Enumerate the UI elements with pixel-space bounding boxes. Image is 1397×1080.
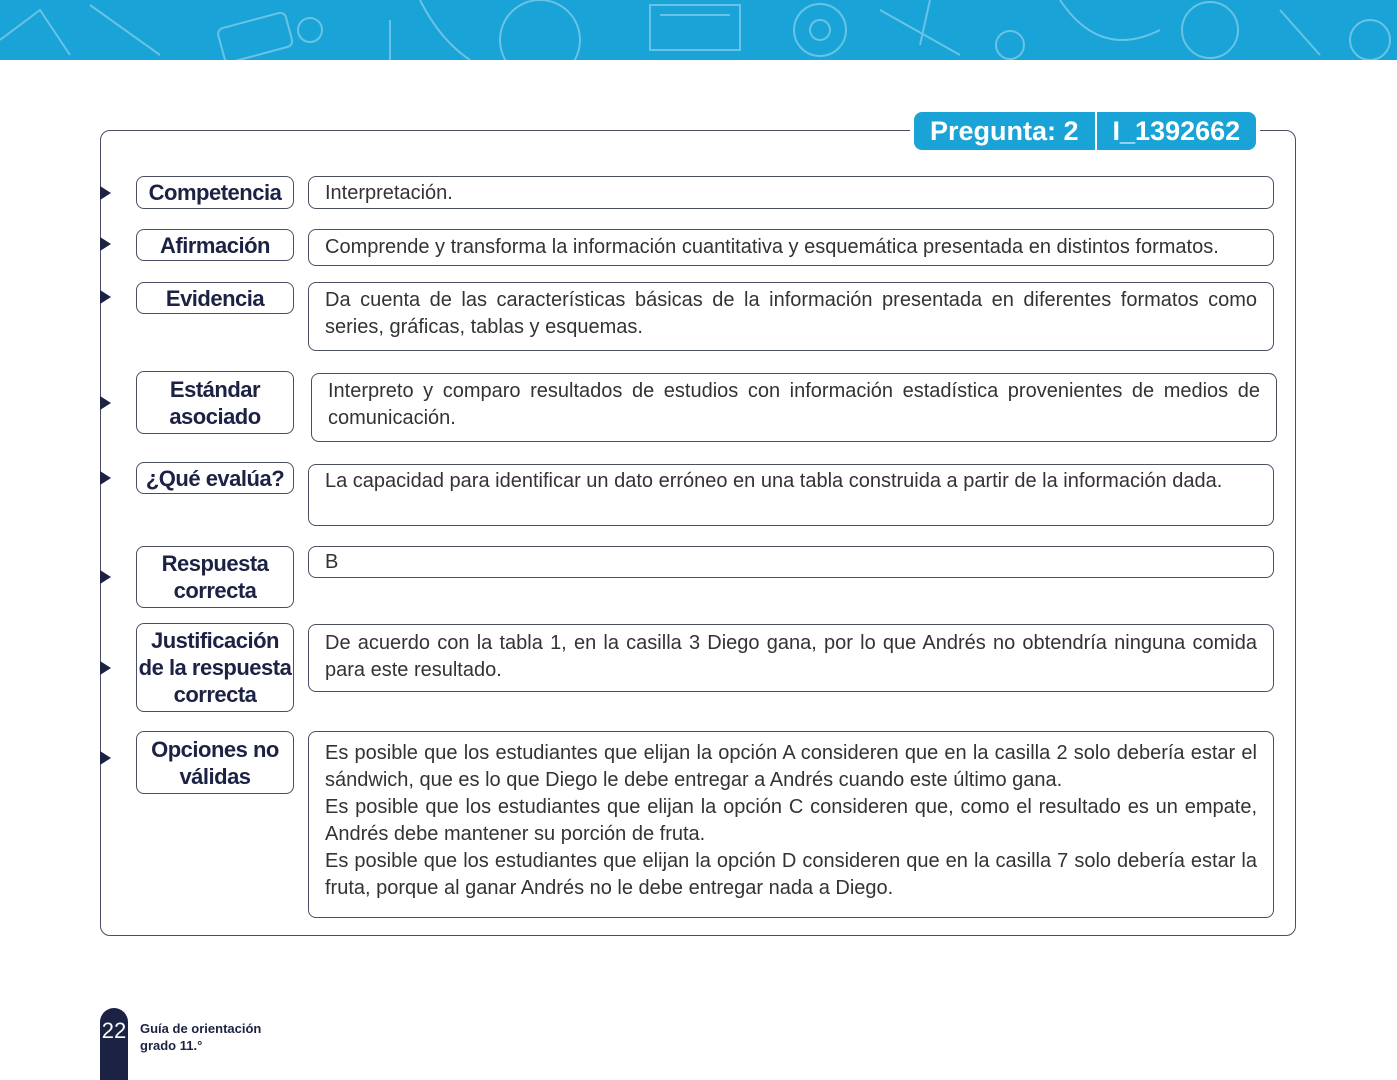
arrow-icon	[100, 237, 111, 251]
question-number: Pregunta: 2	[930, 116, 1079, 146]
page-number: 22	[101, 1018, 127, 1043]
content-paragraph: Interpreto y comparo resultados de estudios con información estadística provenientes de medios de comunicación.	[328, 380, 1260, 429]
guide-title	[140, 1020, 261, 1054]
row-content	[308, 229, 1274, 266]
row-label: Estándar asociado	[136, 371, 294, 434]
row-content	[308, 464, 1274, 526]
content-paragraph: Es posible que los estudiantes que elijan la opción D consideren que en la casilla 7 solo debería estar la fruta, porque al ganar Andrés no le debe entregar nada a Diego.	[325, 850, 1257, 899]
arrow-icon	[100, 661, 111, 675]
row-content	[308, 546, 1274, 578]
row-label: Opciones no válidas	[136, 731, 294, 794]
page-number-tab	[100, 1008, 128, 1080]
arrow-icon	[100, 290, 111, 304]
row-respuesta-correcta	[100, 546, 1280, 608]
row-content	[308, 731, 1274, 918]
guide-title-line2: grado 11.°	[140, 1038, 203, 1053]
row-label: Afirmación	[136, 229, 294, 261]
school-doodles-decoration	[0, 0, 1397, 60]
arrow-icon	[100, 396, 111, 410]
row-que-evalua	[100, 462, 1280, 526]
row-opciones-no-validas	[100, 731, 1280, 919]
row-label: Justificación de la respuesta correcta	[136, 623, 294, 712]
guide-title-line1: Guía de orientación	[140, 1021, 262, 1036]
arrow-icon	[100, 570, 111, 584]
row-label: ¿Qué evalúa?	[136, 462, 294, 494]
content-paragraph: La capacidad para identificar un dato erróneo en una tabla construida a partir de la información dada.	[325, 470, 1223, 492]
content-paragraph: B	[325, 551, 339, 573]
row-label: Competencia	[136, 176, 294, 209]
arrow-icon	[100, 186, 111, 200]
row-justificacion	[100, 623, 1280, 713]
row-content	[308, 282, 1274, 351]
content-paragraph: Es posible que los estudiantes que elijan la opción A consideren que en la casilla 2 solo debería estar el sándwich, que es lo que Diego le debe entregar a Andrés cuando este último gana.	[325, 742, 1257, 791]
row-content	[311, 373, 1277, 442]
content-paragraph: Es posible que los estudiantes que elijan la opción C consideren que, como el resultado es un empate, Andrés debe mantener su porción de fruta.	[325, 796, 1257, 845]
row-estandar	[100, 371, 1280, 443]
row-content	[308, 176, 1274, 209]
row-label: Respuesta correcta	[136, 546, 294, 608]
content-paragraph: Interpretación.	[325, 182, 453, 204]
arrow-icon	[100, 471, 111, 485]
row-competencia	[100, 176, 1280, 210]
row-afirmacion	[100, 229, 1280, 267]
row-label: Evidencia	[136, 282, 294, 314]
question-tab	[914, 112, 1256, 150]
row-content	[308, 624, 1274, 692]
row-evidencia	[100, 282, 1280, 352]
top-banner	[0, 0, 1397, 60]
content-paragraph: Da cuenta de las características básicas de la información presentada en diferentes formatos como series, gráficas, tablas y esquemas.	[325, 289, 1257, 338]
item-code: I_1392662	[1112, 116, 1241, 146]
arrow-icon	[100, 751, 111, 765]
content-paragraph: De acuerdo con la tabla 1, en la casilla 3 Diego gana, por lo que Andrés no obtendría ninguna comida para este resultado.	[325, 632, 1257, 681]
content-paragraph: Comprende y transforma la información cuantitativa y esquemática presentada en distintos formatos.	[325, 236, 1219, 258]
